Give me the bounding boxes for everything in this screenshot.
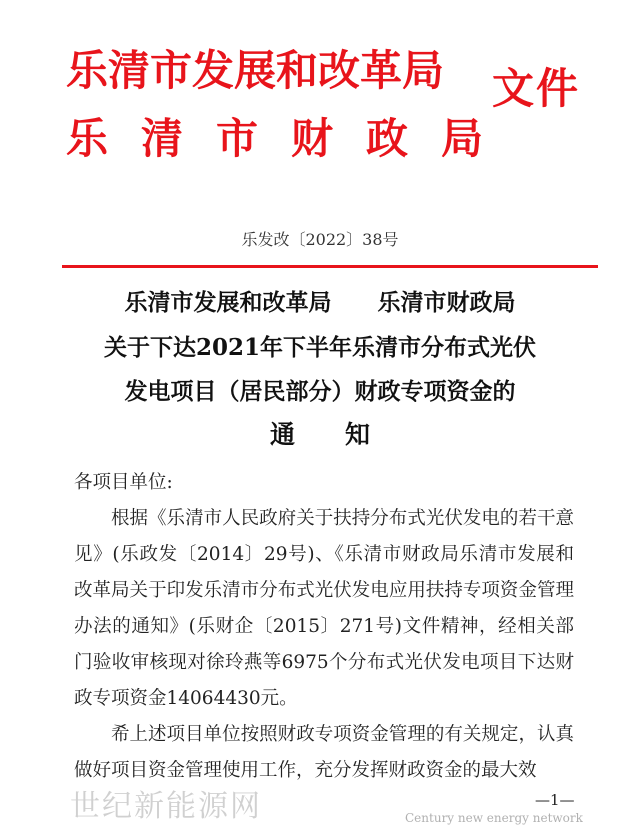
- title-line-1: 乐清市发展和改革局 乐清市财政局: [124, 289, 516, 316]
- document-number: 乐发改〔2022〕38号: [241, 230, 399, 249]
- red-divider: [62, 265, 598, 268]
- watermark-caption: Century new energy network: [405, 811, 583, 825]
- document-suffix: 文件: [492, 64, 581, 113]
- page-number: —1—: [535, 791, 575, 809]
- paragraph-2: 希上述项目单位按照财政专项资金管理的有关规定，认真做好项目资金管理使用工作，充分发挥财政资金的最大效: [74, 724, 574, 781]
- issuer-line-1: 乐清市发展和改革局: [66, 46, 445, 95]
- title-line-3: 发电项目（居民部分）财政专项资金的: [124, 378, 516, 405]
- title-line-2: 关于下达2021年下半年乐清市分布式光伏: [103, 334, 536, 361]
- title-line-4: 通 知: [269, 420, 370, 449]
- issuer-line-2: 乐清市财政局: [66, 114, 517, 163]
- paragraph-1: 根据《乐清市人民政府关于扶持分布式光伏发电的若干意见》(乐政发〔2014〕29号)、《乐清市财政局乐清市发展和改革局关于印发乐清市分布式光伏发电应用扶持专项资金管理办法的通知》(乐财企〔2015〕271号)文件精神，经相关部门验收审核现对徐玲燕等6975个分布式光伏发电项目下达财政专项资金14064430元。: [74, 508, 574, 709]
- salutation: 各项目单位:: [74, 472, 173, 493]
- watermark-logo: 世纪新能源网: [70, 789, 262, 824]
- body-text: [74, 465, 574, 789]
